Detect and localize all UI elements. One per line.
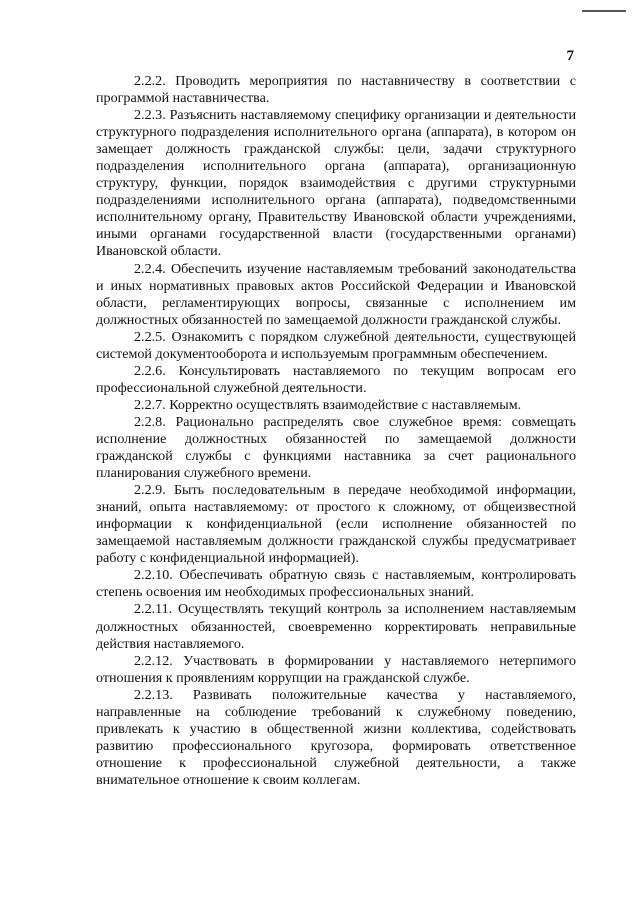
paragraph-2-2-2: 2.2.2. Проводить мероприятия по наставничеству в соответствии с программой наставничества. bbox=[96, 73, 576, 107]
paragraph-2-2-9: 2.2.9. Быть последовательным в передаче необходимой информации, знаний, опыта наставляемому: от простого к сложному, от общеизвестной информации к конфиденциальной (если исполнение обязанностей по замещаемой наставляемым должности гражданской службы предусматривает работу с конфиденциальной информацией). bbox=[96, 482, 576, 567]
paragraph-2-2-12: 2.2.12. Участвовать в формировании у наставляемого нетерпимого отношения к проявлениям коррупции на гражданской службе. bbox=[96, 652, 576, 686]
document-body bbox=[96, 73, 576, 789]
paragraph-2-2-4: 2.2.4. Обеспечить изучение наставляемым требований законодательства и иных нормативных правовых актов Российской Федерации и Ивановской области, регламентирующих вопросы, связанные с исполнением им должностных обязанностей по замещаемой должности гражданской службы. bbox=[96, 260, 576, 328]
page-number: 7 bbox=[566, 48, 574, 64]
paragraph-2-2-5: 2.2.5. Ознакомить с порядком служебной деятельности, существующей системой документооборота и используемым программным обеспечением. bbox=[96, 328, 576, 362]
paragraph-2-2-13: 2.2.13. Развивать положительные качества у наставляемого, направленные на соблюдение требований к служебному поведению, привлекать к участию в общественной жизни коллектива, содействовать развитию профессионального кругозора, формировать ответственное отношение к профессиональной служебной деятельности, а также внимательное отношение к своим коллегам. bbox=[96, 686, 576, 788]
paragraph-2-2-10: 2.2.10. Обеспечивать обратную связь с наставляемым, контролировать степень освоения им необходимых профессиональных знаний. bbox=[96, 567, 576, 601]
paragraph-2-2-6: 2.2.6. Консультировать наставляемого по текущим вопросам его профессиональной служебной деятельности. bbox=[96, 362, 576, 396]
scan-artifact bbox=[582, 10, 626, 12]
paragraph-2-2-7: 2.2.7. Корректно осуществлять взаимодействие с наставляемым. bbox=[134, 396, 522, 413]
paragraph-2-2-11: 2.2.11. Осуществлять текущий контроль за исполнением наставляемым должностных обязанностей, своевременно корректировать неправильные действия наставляемого. bbox=[96, 601, 576, 652]
paragraph-2-2-8: 2.2.8. Рационально распределять свое служебное время: совмещать исполнение должностных обязанностей по замещаемой должности гражданской службы с функциями наставника за счет рационального планирования служебного времени. bbox=[96, 413, 576, 482]
paragraph-2-2-3: 2.2.3. Разъяснить наставляемому специфику организации и деятельности структурного подразделения исполнительного органа (аппарата), в котором он замещает должность гражданской службы: цели, задачи структурного подразделения исполнительного органа (аппарата), организационную структуру, функции, порядок взаимодействия с другими структурными подразделениями исполнительного органа (аппарата), подведомственными исполнительному органу, Правительству Ивановской области учреждениями, иными органами государственной власти (государственными органами) Ивановской области. bbox=[96, 107, 576, 260]
